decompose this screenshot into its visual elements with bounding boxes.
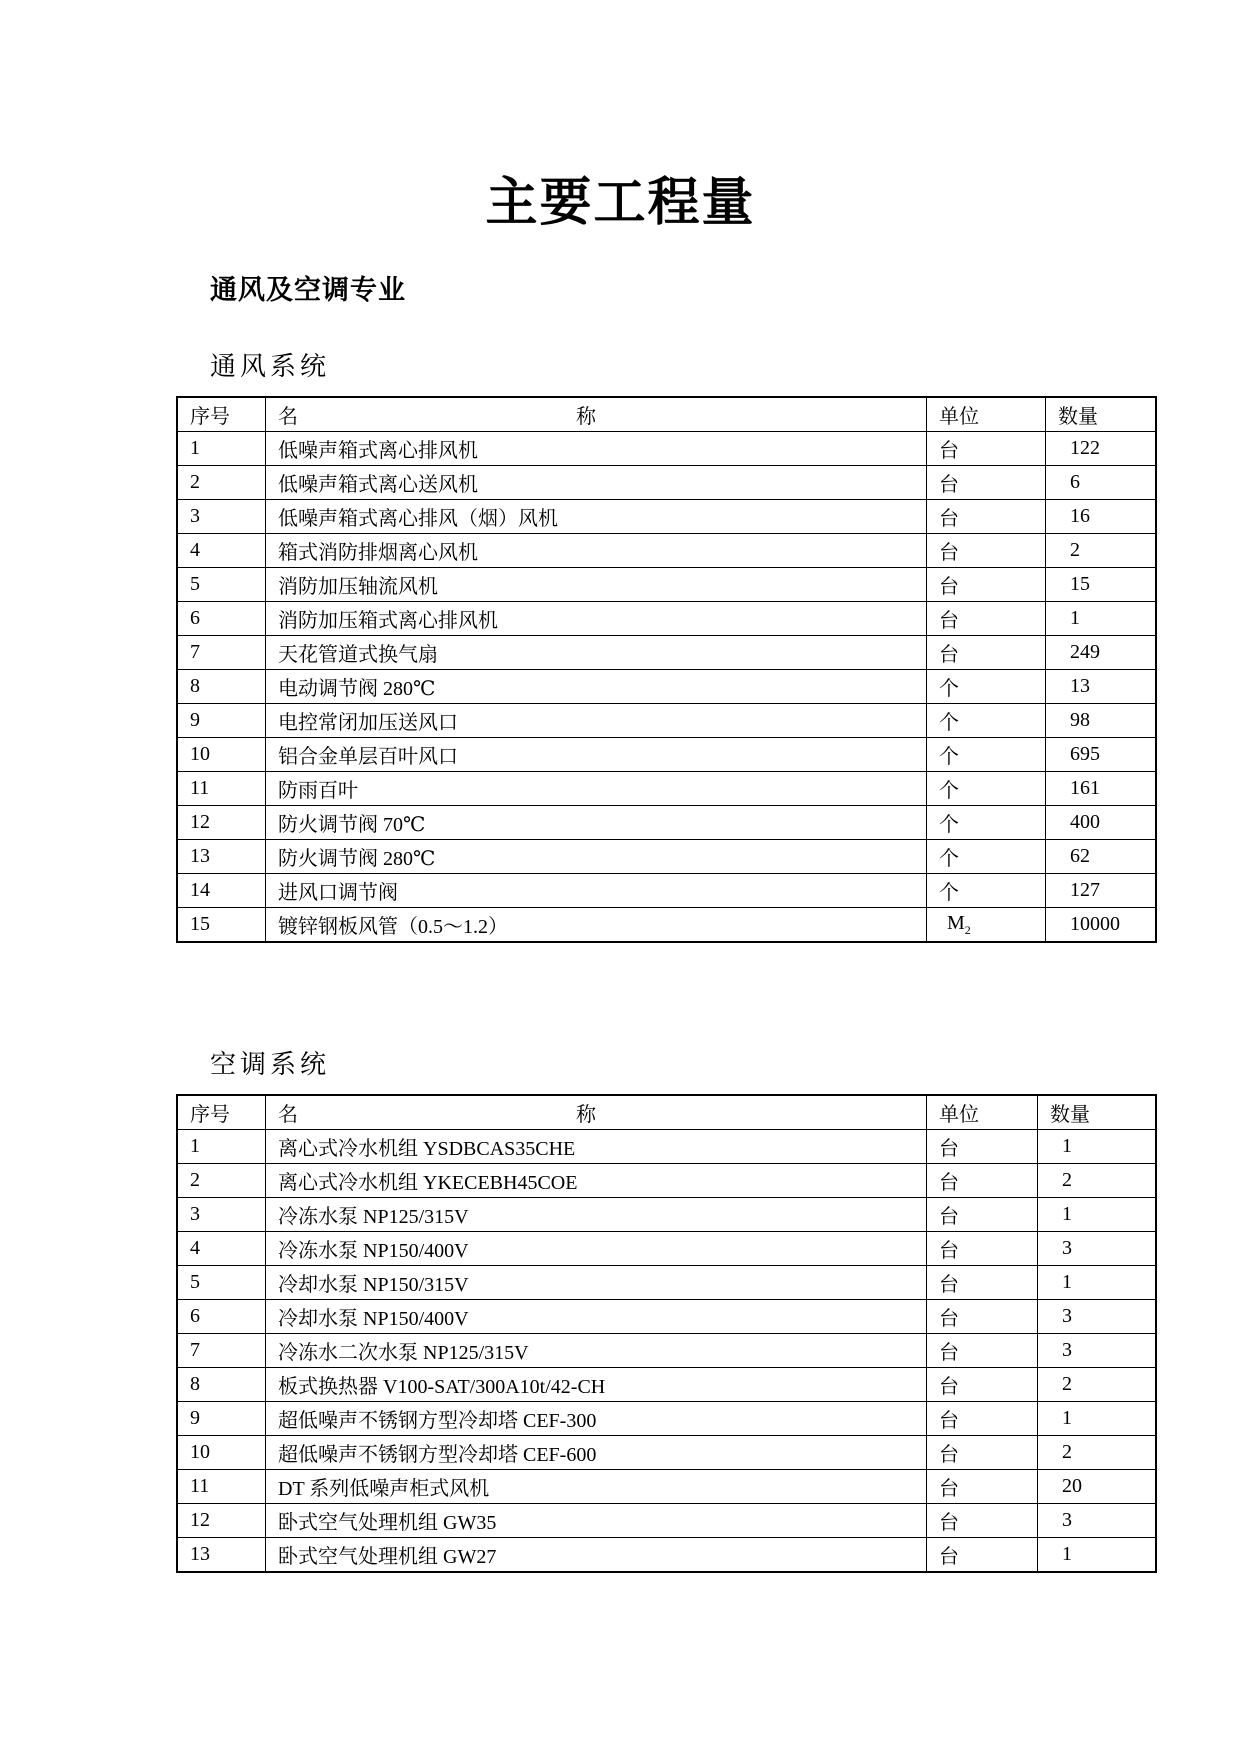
- table-row: [177, 1402, 1156, 1436]
- table-row: [177, 840, 1156, 874]
- cell-unit: 台: [927, 466, 1046, 500]
- header-name: [266, 1095, 927, 1130]
- cell-qty: 3: [1038, 1232, 1157, 1266]
- cell-unit: 台: [927, 1334, 1038, 1368]
- cell-no: 14: [177, 874, 266, 908]
- header-no: 序号: [177, 1095, 266, 1130]
- cell-qty: 161: [1046, 772, 1157, 806]
- cell-no: 11: [177, 1470, 266, 1504]
- cell-unit: 台: [927, 636, 1046, 670]
- cell-unit: 台: [927, 1504, 1038, 1538]
- cell-name: 冷冻水二次水泵 NP125/315V: [266, 1334, 927, 1368]
- cell-name: 冷冻水泵 NP150/400V: [266, 1232, 927, 1266]
- aircon-heading: 空调系统: [210, 1050, 331, 1080]
- table-row: [177, 1538, 1156, 1573]
- ventilation-table: [176, 396, 1157, 943]
- cell-no: 5: [177, 568, 266, 602]
- page-title: 主要工程量: [485, 173, 756, 233]
- cell-name: 冷却水泵 NP150/315V: [266, 1266, 927, 1300]
- section-heading: 通风及空调专业: [210, 275, 406, 306]
- cell-unit: 台: [927, 1266, 1038, 1300]
- cell-unit: 台: [927, 1470, 1038, 1504]
- cell-name: DT 系列低噪声柜式风机: [266, 1470, 927, 1504]
- cell-qty: 3: [1038, 1334, 1157, 1368]
- cell-qty: 10000: [1046, 908, 1157, 943]
- cell-unit: 台: [927, 568, 1046, 602]
- cell-no: 1: [177, 432, 266, 466]
- cell-name: 板式换热器 V100-SAT/300A10t/42-CH: [266, 1368, 927, 1402]
- cell-no: 9: [177, 704, 266, 738]
- cell-name: 冷冻水泵 NP125/315V: [266, 1198, 927, 1232]
- cell-name: 卧式空气处理机组 GW27: [266, 1538, 927, 1573]
- table-row: [177, 1266, 1156, 1300]
- cell-name: 防火调节阀 70℃: [266, 806, 927, 840]
- cell-qty: 62: [1046, 840, 1157, 874]
- cell-qty: 695: [1046, 738, 1157, 772]
- cell-unit: 台: [927, 1436, 1038, 1470]
- cell-no: 10: [177, 1436, 266, 1470]
- cell-no: 6: [177, 1300, 266, 1334]
- cell-unit: 个: [927, 704, 1046, 738]
- table-header-row: [177, 397, 1156, 432]
- table-row: [177, 806, 1156, 840]
- table-row: [177, 908, 1156, 943]
- cell-qty: 1: [1038, 1266, 1157, 1300]
- cell-unit: $M_2$: [927, 908, 1046, 943]
- cell-qty: 15: [1046, 568, 1157, 602]
- cell-qty: 122: [1046, 432, 1157, 466]
- table-row: [177, 1368, 1156, 1402]
- cell-qty: 2: [1038, 1164, 1157, 1198]
- cell-qty: 400: [1046, 806, 1157, 840]
- header-no: 序号: [177, 397, 266, 432]
- cell-no: 12: [177, 1504, 266, 1538]
- cell-unit: 个: [927, 738, 1046, 772]
- header-unit: 单位: [927, 1095, 1038, 1130]
- ventilation-heading: 通风系统: [210, 352, 331, 382]
- cell-no: 2: [177, 466, 266, 500]
- cell-unit: 个: [927, 840, 1046, 874]
- aircon-table: [176, 1094, 1157, 1573]
- header-name: [266, 397, 927, 432]
- cell-no: 4: [177, 534, 266, 568]
- cell-qty: 1: [1038, 1130, 1157, 1164]
- cell-no: 6: [177, 602, 266, 636]
- cell-no: 3: [177, 500, 266, 534]
- table-row: [177, 636, 1156, 670]
- cell-name: 冷却水泵 NP150/400V: [266, 1300, 927, 1334]
- cell-unit: 个: [927, 874, 1046, 908]
- cell-qty: 13: [1046, 670, 1157, 704]
- table-row: [177, 874, 1156, 908]
- table-row: [177, 1504, 1156, 1538]
- table-header-row: [177, 1095, 1156, 1130]
- table-row: [177, 1198, 1156, 1232]
- cell-unit: 台: [927, 534, 1046, 568]
- table-row: [177, 534, 1156, 568]
- cell-name: 电控常闭加压送风口: [266, 704, 927, 738]
- cell-unit: 台: [927, 500, 1046, 534]
- header-name-left: 名: [278, 406, 298, 428]
- cell-unit: 台: [927, 432, 1046, 466]
- header-qty: 数量: [1046, 397, 1157, 432]
- cell-name: 超低噪声不锈钢方型冷却塔 CEF-600: [266, 1436, 927, 1470]
- table-row: [177, 466, 1156, 500]
- cell-unit: 个: [927, 806, 1046, 840]
- cell-unit: 台: [927, 1368, 1038, 1402]
- cell-name: 低噪声箱式离心送风机: [266, 466, 927, 500]
- table-row: [177, 602, 1156, 636]
- cell-no: 8: [177, 1368, 266, 1402]
- cell-no: 4: [177, 1232, 266, 1266]
- header-unit: 单位: [927, 397, 1046, 432]
- cell-no: 3: [177, 1198, 266, 1232]
- table-row: [177, 704, 1156, 738]
- table-row: [177, 1300, 1156, 1334]
- header-name-right: 称: [576, 1104, 596, 1126]
- cell-name: 消防加压轴流风机: [266, 568, 927, 602]
- table-row: [177, 1470, 1156, 1504]
- table-row: [177, 432, 1156, 466]
- cell-no: 13: [177, 840, 266, 874]
- cell-name: 离心式冷水机组 YSDBCAS35CHE: [266, 1130, 927, 1164]
- table-row: [177, 670, 1156, 704]
- cell-qty: 20: [1038, 1470, 1157, 1504]
- table-row: [177, 1130, 1156, 1164]
- table-row: [177, 568, 1156, 602]
- cell-qty: 1: [1038, 1198, 1157, 1232]
- cell-no: 9: [177, 1402, 266, 1436]
- cell-no: 12: [177, 806, 266, 840]
- cell-name: 防雨百叶: [266, 772, 927, 806]
- cell-qty: 3: [1038, 1300, 1157, 1334]
- cell-unit: 个: [927, 670, 1046, 704]
- cell-qty: 249: [1046, 636, 1157, 670]
- cell-unit: 台: [927, 1402, 1038, 1436]
- cell-unit: 台: [927, 1232, 1038, 1266]
- table-row: [177, 772, 1156, 806]
- cell-unit: 台: [927, 1300, 1038, 1334]
- cell-name: 超低噪声不锈钢方型冷却塔 CEF-300: [266, 1402, 927, 1436]
- cell-qty: 98: [1046, 704, 1157, 738]
- cell-no: 7: [177, 636, 266, 670]
- cell-no: 2: [177, 1164, 266, 1198]
- cell-name: 进风口调节阀: [266, 874, 927, 908]
- table-row: [177, 1334, 1156, 1368]
- cell-unit: 台: [927, 1130, 1038, 1164]
- cell-no: 15: [177, 908, 266, 943]
- cell-unit: 个: [927, 772, 1046, 806]
- cell-unit: 台: [927, 1198, 1038, 1232]
- cell-name: 铝合金单层百叶风口: [266, 738, 927, 772]
- table-row: [177, 1436, 1156, 1470]
- table-row: [177, 738, 1156, 772]
- cell-name: 消防加压箱式离心排风机: [266, 602, 927, 636]
- cell-no: 10: [177, 738, 266, 772]
- cell-qty: 1: [1038, 1402, 1157, 1436]
- cell-qty: 1: [1046, 602, 1157, 636]
- table-row: [177, 500, 1156, 534]
- cell-name: 卧式空气处理机组 GW35: [266, 1504, 927, 1538]
- cell-name: 天花管道式换气扇: [266, 636, 927, 670]
- cell-no: 7: [177, 1334, 266, 1368]
- cell-name: 防火调节阀 280℃: [266, 840, 927, 874]
- cell-qty: 16: [1046, 500, 1157, 534]
- cell-name: 低噪声箱式离心排风机: [266, 432, 927, 466]
- cell-qty: 1: [1038, 1538, 1157, 1573]
- cell-qty: 6: [1046, 466, 1157, 500]
- cell-name: 电动调节阀 280℃: [266, 670, 927, 704]
- cell-no: 1: [177, 1130, 266, 1164]
- cell-no: 13: [177, 1538, 266, 1573]
- cell-qty: 2: [1046, 534, 1157, 568]
- cell-name: 箱式消防排烟离心风机: [266, 534, 927, 568]
- cell-qty: 127: [1046, 874, 1157, 908]
- cell-unit: 台: [927, 602, 1046, 636]
- cell-qty: 2: [1038, 1368, 1157, 1402]
- cell-qty: 3: [1038, 1504, 1157, 1538]
- table-row: [177, 1232, 1156, 1266]
- cell-name: 离心式冷水机组 YKECEBH45COE: [266, 1164, 927, 1198]
- header-name-right: 称: [576, 406, 596, 428]
- cell-no: 11: [177, 772, 266, 806]
- header-name-left: 名: [278, 1104, 298, 1126]
- cell-name: 镀锌钢板风管（0.5～1.2）: [266, 908, 927, 943]
- table-row: [177, 1164, 1156, 1198]
- cell-unit: 台: [927, 1538, 1038, 1573]
- cell-qty: 2: [1038, 1436, 1157, 1470]
- cell-unit: 台: [927, 1164, 1038, 1198]
- cell-no: 5: [177, 1266, 266, 1300]
- cell-no: 8: [177, 670, 266, 704]
- header-qty: 数量: [1038, 1095, 1157, 1130]
- cell-name: 低噪声箱式离心排风（烟）风机: [266, 500, 927, 534]
